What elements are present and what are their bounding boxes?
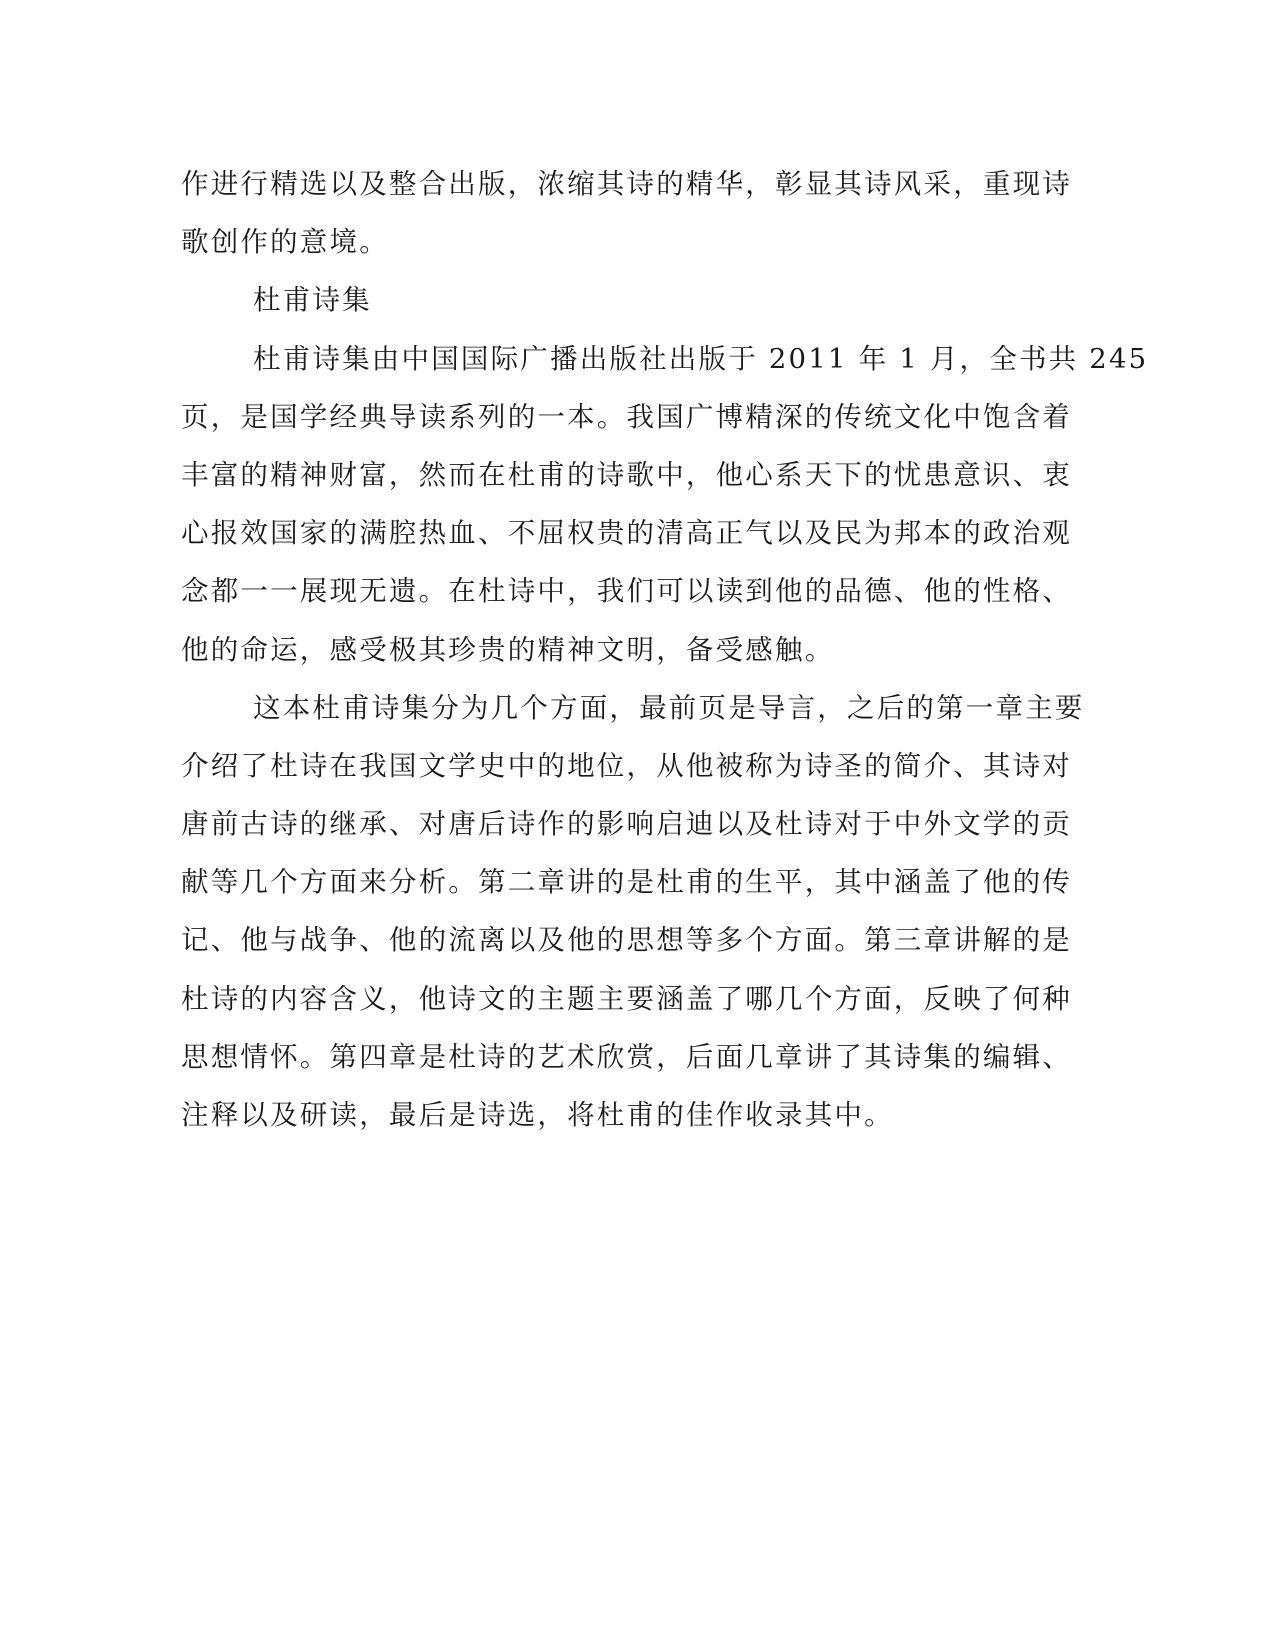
document-body: [181, 155, 1149, 1144]
section-heading: 杜甫诗集: [253, 284, 372, 317]
paragraph-line: 唐前古诗的继承、对唐后诗作的影响启迪以及杜诗对于中外文学的贡: [181, 808, 1072, 841]
paragraph-line: 页，是国学经典导读系列的一本。我国广博精深的传统文化中饱含着: [181, 400, 1072, 433]
paragraph-line: 念都一一展现无遗。在杜诗中，我们可以读到他的品德、他的性格、: [181, 575, 1072, 608]
paragraph-line: 这本杜甫诗集分为几个方面，最前页是导言，之后的第一章主要: [253, 691, 1085, 724]
paragraph-line: 他的命运，感受极其珍贵的精神文明，备受感触。: [181, 633, 835, 666]
paragraph-line: 心报效国家的满腔热血、不屈权贵的清高正气以及民为邦本的政治观: [181, 517, 1072, 550]
paragraph-line: 献等几个方面来分析。第二章讲的是杜甫的生平，其中涵盖了他的传: [181, 866, 1072, 899]
paragraph-line: 作进行精选以及整合出版，浓缩其诗的精华，彰显其诗风采，重现诗: [181, 168, 1072, 200]
paragraph-line: 介绍了杜诗在我国文学史中的地位，从他被称为诗圣的简介、其诗对: [181, 749, 1072, 782]
paragraph-line: 注释以及研读，最后是诗选，将杜甫的佳作收录其中。: [181, 1099, 894, 1131]
paragraph-line: 杜甫诗集由中国国际广播出版社出版于 2011 年 1 月，全书共 245: [253, 342, 1149, 375]
paragraph-line: 杜诗的内容含义，他诗文的主题主要涵盖了哪几个方面，反映了何种: [181, 982, 1072, 1015]
paragraph-line: 丰富的精神财富，然而在杜甫的诗歌中，他心系天下的忧患意识、衷: [181, 458, 1072, 491]
paragraph-line: 记、他与战争、他的流离以及他的思想等多个方面。第三章讲解的是: [181, 924, 1072, 957]
paragraph-line: 歌创作的意境。: [181, 226, 389, 259]
paragraph-line: 思想情怀。第四章是杜诗的艺术欣赏，后面几章讲了其诗集的编辑、: [181, 1040, 1072, 1073]
